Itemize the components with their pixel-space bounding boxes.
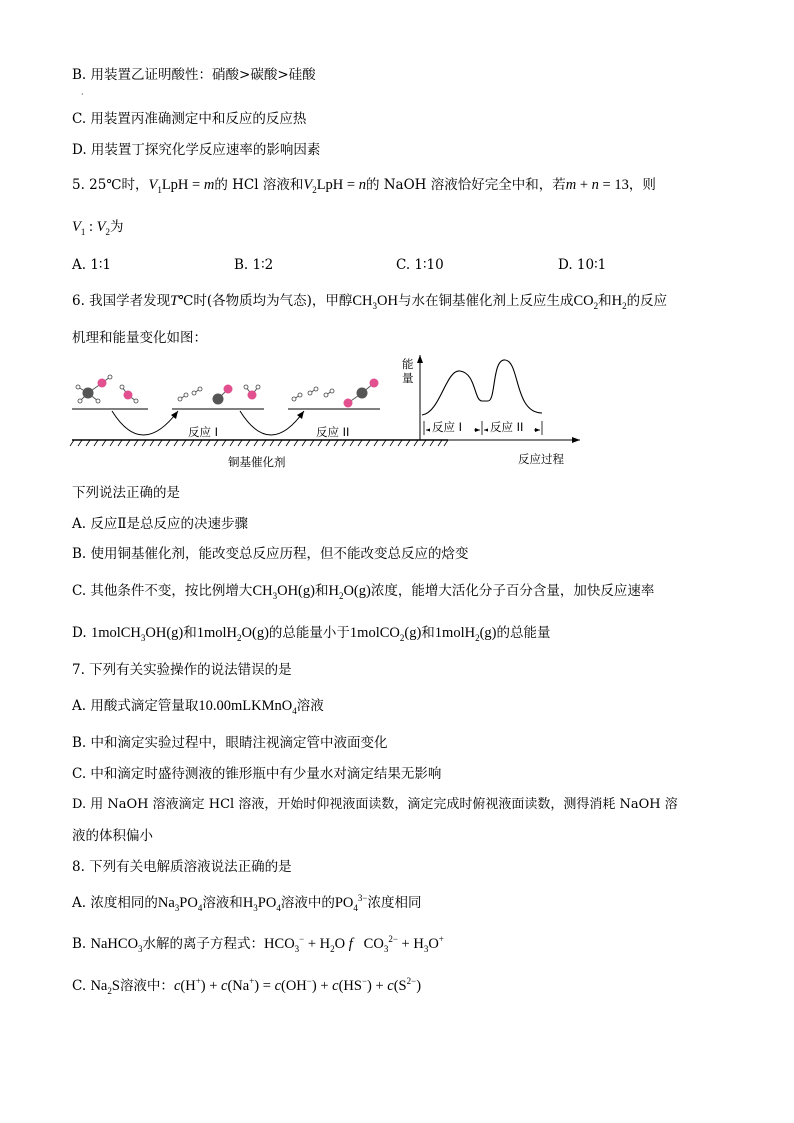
energy-label-1: 能 <box>402 357 414 371</box>
energy-seg-reaction2: 反应 II <box>490 420 524 434</box>
q6-option-b: B. 使用铜基催化剂，能改变总反应历程，但不能改变总反应的焓变 <box>72 546 469 562</box>
q6-stem: 6. 我国学者发现T℃时(各物质均为气态)，甲醇$CH_3OH$与水在铜基催化剂上反应生成$CO_2$和$H_2$的反应 <box>72 293 668 311</box>
mech-label-reaction2: 反应 II <box>316 425 350 439</box>
q8-option-a: A. 浓度相同的$Na_3PO_4$溶液和$H_3PO_4$溶液中的$PO_4^{3-}$浓度相同 <box>72 893 422 913</box>
q7-option-d-line1: D. 用 NaOH 溶液滴定 HCl 溶液，开始时仰视液面读数，滴定完成时俯视液面读数，测得消耗 NaOH 溶 <box>72 797 678 812</box>
energy-seg-reaction1: 反应 I <box>432 420 463 434</box>
q7-option-b: B. 中和滴定实验过程中，眼睛注视滴定管中液面变化 <box>72 735 388 751</box>
q7-option-c: C. 中和滴定时盛待测液的锥形瓶中有少量水对滴定结果无影响 <box>72 766 442 782</box>
molecules-intermediate <box>178 385 260 405</box>
arrow-head-2 <box>297 411 304 419</box>
q5-stem: 5. 25℃时，$V_1LpH = m$的 HCl 溶液和$V_2LpH = n$的 NaOH 溶液恰好完全中和，若m + n = 13，则 <box>72 177 656 195</box>
reaction-arrow-2 <box>240 411 304 435</box>
molecules-products <box>292 379 379 408</box>
q4-option-b: B. 用装置乙证明酸性：硝酸>碳酸>硅酸 <box>72 67 316 83</box>
q6-stem-line2: 机理和能量变化如图： <box>72 330 207 346</box>
energy-xaxis-label: 反应过程 <box>518 452 564 466</box>
mechanism-figure <box>68 355 588 470</box>
energy-axis-x-arrow <box>572 437 580 443</box>
q4-option-c: C. 用装置丙准确测定中和反应的反应热 <box>72 111 307 127</box>
q7-option-d-line2: 液的体积偏小 <box>72 828 153 844</box>
q6-question: 下列说法正确的是 <box>72 485 180 501</box>
q5-option-d: D. 10∶1 <box>558 257 607 273</box>
mech-label-reaction1: 反应 I <box>188 425 219 439</box>
catalyst-hatch <box>70 440 448 446</box>
q4-option-d: D. 用装置丁探究化学反应速率的影响因素 <box>72 142 321 158</box>
q8-option-c: C. $Na_2S$溶液中：$c(H^+) + c(Na^+) = c(OH^-) + c(HS^-) + c(S^{2-})$ <box>72 976 422 996</box>
reaction-arrow-1 <box>112 411 178 435</box>
stray-dot: · <box>81 90 84 99</box>
q6-option-c: C. 其他条件不变，按比例增大$CH_3OH(g)$和$H_2O(g)$浓度，能增大活化分子百分含量，加快反应速率 <box>72 583 655 601</box>
q6-option-d: D. 1molCH$_3$OH(g)和1molH$_2$O(g)的总能量小于1molCO$_2$(g)和1molH$_2$(g)的总能量 <box>72 625 551 643</box>
catalyst-label: 铜基催化剂 <box>228 455 286 469</box>
q8-option-b: B. NaHCO$_3$水解的离子方程式：$HCO_3^- + H_2O$ f $CO_3^{2-} + H_3O^+$ <box>72 934 444 954</box>
q6-option-a: A. 反应Ⅱ是总反应的决速步骤 <box>72 516 249 532</box>
seg-arrow-2-right <box>535 428 540 432</box>
q8-stem: 8. 下列有关电解质溶液说法正确的是 <box>72 859 292 875</box>
q5-option-c: C. 1∶10 <box>396 257 444 273</box>
energy-label-2: 量 <box>402 371 414 385</box>
seg-arrow-1-right <box>475 428 480 432</box>
energy-axis-y-arrow <box>417 355 423 363</box>
energy-curve <box>422 360 542 415</box>
q7-option-a: A. 用酸式滴定管量取10.00mLKMnO$_4$溶液 <box>72 698 324 716</box>
q5-option-a: A. 1∶1 <box>72 257 112 273</box>
q7-stem: 7. 下列有关实验操作的说法错误的是 <box>72 662 292 678</box>
molecules-methanol-water <box>76 375 138 403</box>
q5-option-b: B. 1∶2 <box>234 257 274 273</box>
q5-ratio: $V_1$ : $V_2$为 <box>72 219 124 237</box>
